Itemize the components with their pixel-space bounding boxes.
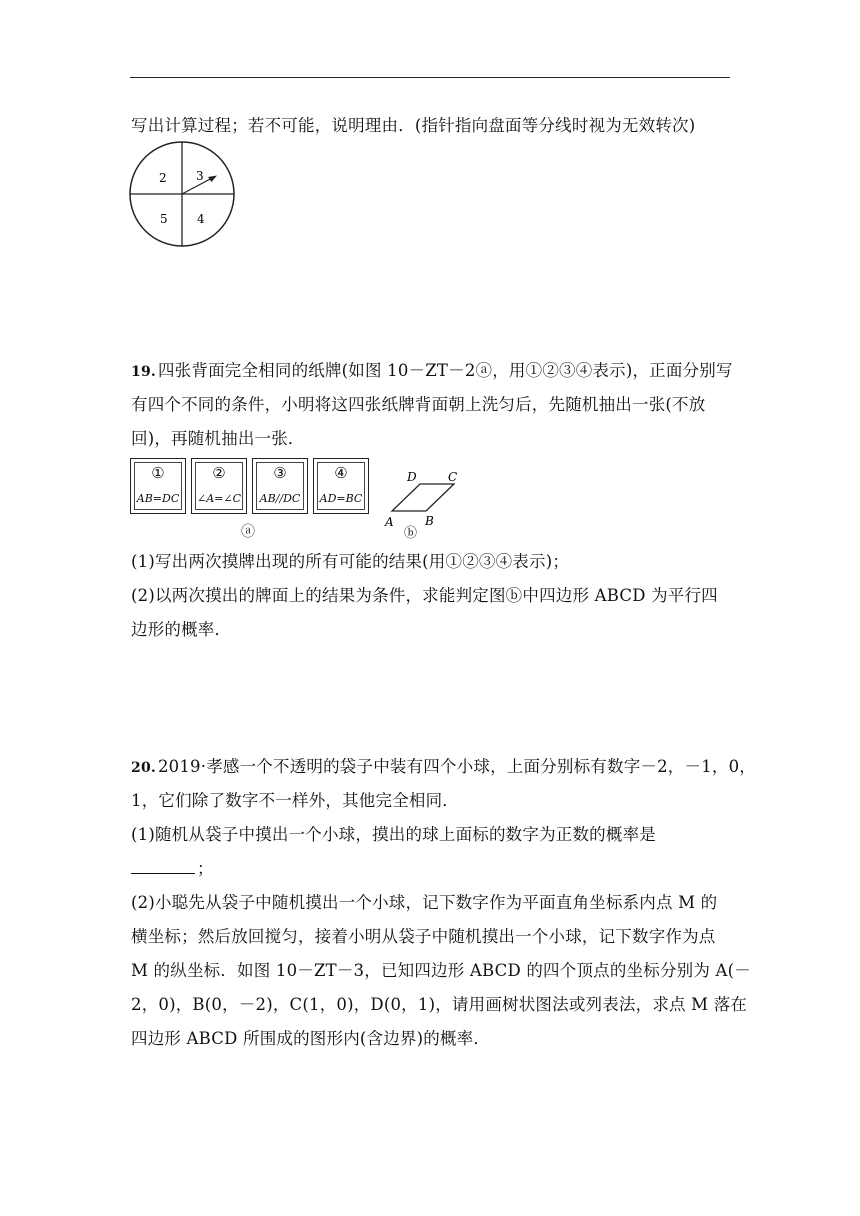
q19-line-2: 有四个不同的条件，小明将这四张纸牌背面朝上洗匀后，先随机抽出一张(不放 [131, 395, 706, 414]
vertex-a-label: A [385, 515, 394, 529]
q19-text-1: 四张背面完全相同的纸牌(如图 10－ZT－2ⓐ，用①②③④表示)，正面分别写 [157, 361, 733, 380]
q20-sub1-end: ； [197, 859, 214, 878]
vertex-c-label: C [448, 470, 458, 484]
q20-number: 20. [131, 760, 156, 776]
header-rule [130, 77, 730, 78]
q19-number: 19. [131, 364, 156, 380]
spinner-label-5: 5 [160, 212, 168, 226]
q20-sub2-line-1: (2)小聪先从袋子中随机摸出一个小球，记下数字作为平面直角坐标系内点 M 的 [131, 893, 718, 912]
q19-line-1 [131, 357, 733, 381]
q20-sub2-line-2: 横坐标；然后放回搅匀，接着小明从袋子中随机摸出一个小球，记下数字作为点 [131, 927, 716, 946]
vertex-b-label: B [425, 514, 434, 528]
card-3-number: ③ [273, 464, 287, 482]
q18-tail-text: 写出计算过程；若不可能，说明理由．(指针指向盘面等分线时视为无效转次) [131, 116, 696, 135]
q20-sub1: (1)随机从袋子中摸出一个小球，摸出的球上面标的数字为正数的概率是 [131, 825, 656, 844]
card-2-number: ② [212, 464, 226, 482]
card-2-condition: ∠A=∠C [196, 492, 241, 505]
card-2 [191, 458, 247, 514]
q20-sub1-blank-line [131, 855, 214, 879]
q20-line-1 [131, 753, 756, 777]
q19-sub2-line-1: (2)以两次摸出的牌面上的结果为条件，求能判定图ⓑ中四边形 ABCD 为平行四 [131, 586, 718, 605]
q20-line-2: 1，它们除了数字不一样外，其他完全相同． [131, 791, 459, 810]
figure-b-caption: ⓑ [404, 526, 418, 540]
card-4-condition: AD=BC [319, 492, 363, 505]
spinner-figure [128, 140, 240, 250]
q20-sub2-line-3: M 的纵坐标．如图 10－ZT－3，已知四边形 ABCD 的四个顶点的坐标分别为 A(－ [131, 961, 751, 980]
vertex-d-label: D [407, 470, 417, 484]
q20-sub2-line-4: 2，0)，B(0，－2)，C(1，0)，D(0，1)，请用画树状图法或列表法，求点 M 落在 [131, 995, 748, 1014]
card-4-number: ④ [334, 464, 348, 482]
figure-a-caption: ⓐ [241, 524, 255, 540]
parallelogram-figure [380, 464, 470, 540]
card-3 [252, 458, 308, 514]
spinner-label-4: 4 [197, 212, 205, 226]
q20-sub2-line-5: 四边形 ABCD 所围成的图形内(含边界)的概率． [131, 1029, 491, 1048]
card-3-condition: AB//DC [259, 492, 301, 505]
spinner-label-2: 2 [159, 171, 167, 185]
card-1 [130, 458, 186, 514]
answer-blank[interactable] [131, 859, 195, 874]
card-1-condition: AB=DC [136, 492, 180, 505]
card-1-number: ① [151, 464, 165, 482]
q19-sub2-line-2: 边形的概率． [131, 620, 232, 639]
q20-text-1: 2019·孝感一个不透明的袋子中装有四个小球，上面分别标有数字－2，－1，0， [157, 757, 756, 776]
card-4 [313, 458, 369, 514]
q19-line-3: 回)，再随机抽出一张． [131, 429, 305, 448]
q19-sub1: (1)写出两次摸牌出现的所有可能的结果(用①②③④表示)； [131, 552, 570, 571]
spinner-label-3: 3 [196, 169, 204, 183]
